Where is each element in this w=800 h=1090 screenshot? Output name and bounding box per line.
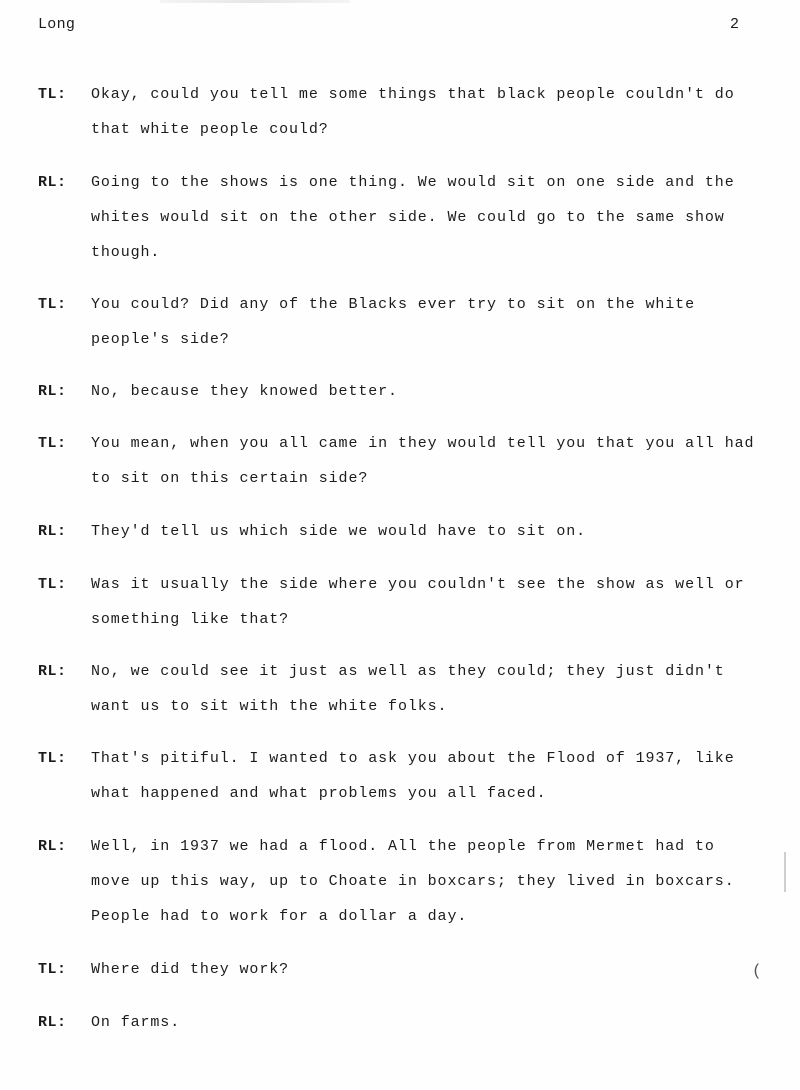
speaker-label: RL: <box>38 523 67 540</box>
speaker-label: RL: <box>38 174 67 191</box>
utterance-text: No, because they knowed better. <box>91 383 398 400</box>
speaker-label: TL: <box>38 576 67 593</box>
speaker-label: RL: <box>38 838 67 855</box>
utterance-text: On farms. <box>91 1014 181 1031</box>
utterance-text: You mean, when you all came in they would tell you that you all had to sit on this certain side? <box>91 435 755 487</box>
margin-mark: ( <box>752 962 762 980</box>
utterance-text: Where did they work? <box>91 961 290 978</box>
utterance-text: They'd tell us which side we would have to sit on. <box>91 523 587 540</box>
utterance-text: Okay, could you tell me some things that black people couldn't do that white people could? <box>91 86 735 138</box>
speaker-label: RL: <box>38 663 67 680</box>
speaker-label: TL: <box>38 296 67 313</box>
speaker-label: RL: <box>38 1014 67 1031</box>
utterance-text: Was it usually the side where you couldn't see the show as well or something like that? <box>91 576 745 628</box>
speaker-label: TL: <box>38 961 67 978</box>
utterance-text: Going to the shows is one thing. We would sit on one side and the whites would sit on the other side. We could go to the same show though. <box>91 174 735 261</box>
speaker-label: TL: <box>38 86 67 103</box>
scan-smudge <box>160 0 350 3</box>
utterance-text: No, we could see it just as well as they could; they just didn't want us to sit with the white folks. <box>91 663 725 715</box>
utterance-text: Well, in 1937 we had a flood. All the people from Mermet had to move up this way, up to Choate in boxcars; they lived in boxcars. People had to work for a dollar a day. <box>91 838 735 925</box>
header-surname: Long <box>38 16 76 33</box>
speaker-label: RL: <box>38 383 67 400</box>
utterance-text: You could? Did any of the Blacks ever try to sit on the white people's side? <box>91 296 695 348</box>
scan-edge-mark <box>784 852 786 892</box>
speaker-label: TL: <box>38 750 67 767</box>
page-number: 2 <box>730 16 740 33</box>
speaker-label: TL: <box>38 435 67 452</box>
utterance-text: That's pitiful. I wanted to ask you about the Flood of 1937, like what happened and what problems you all faced. <box>91 750 735 802</box>
